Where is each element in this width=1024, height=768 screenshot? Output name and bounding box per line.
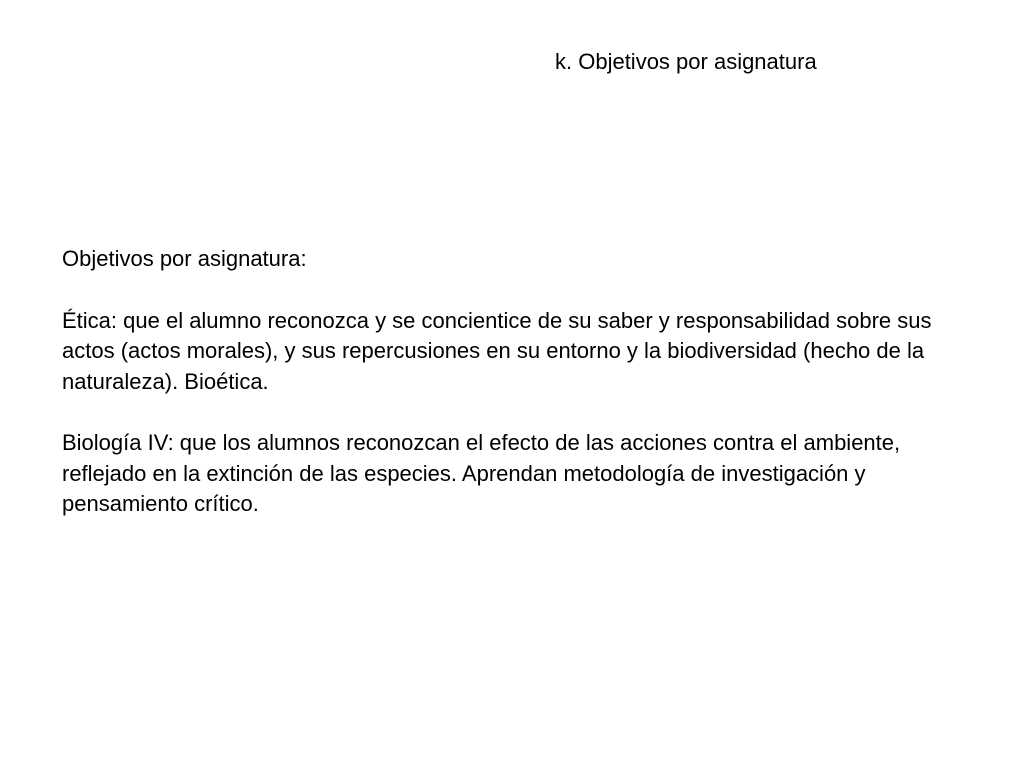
slide-title: k. Objetivos por asignatura <box>555 49 817 74</box>
section-heading: Objetivos por asignatura: <box>62 246 307 271</box>
paragraph-etica: Ética: que el alumno reconozca y se concientice de su saber y responsabilidad sobre sus actos (actos morales), y sus repercusiones en su entorno y la biodiversidad (hecho de la naturaleza). Bioética. <box>62 307 932 394</box>
paragraph-biologia: Biología IV: que los alumnos reconozcan el efecto de las acciones contra el ambiente, reflejado en la extinción de las especies. Aprendan metodología de investigación y pensamiento crítico. <box>62 430 901 516</box>
slide-body <box>62 244 982 520</box>
